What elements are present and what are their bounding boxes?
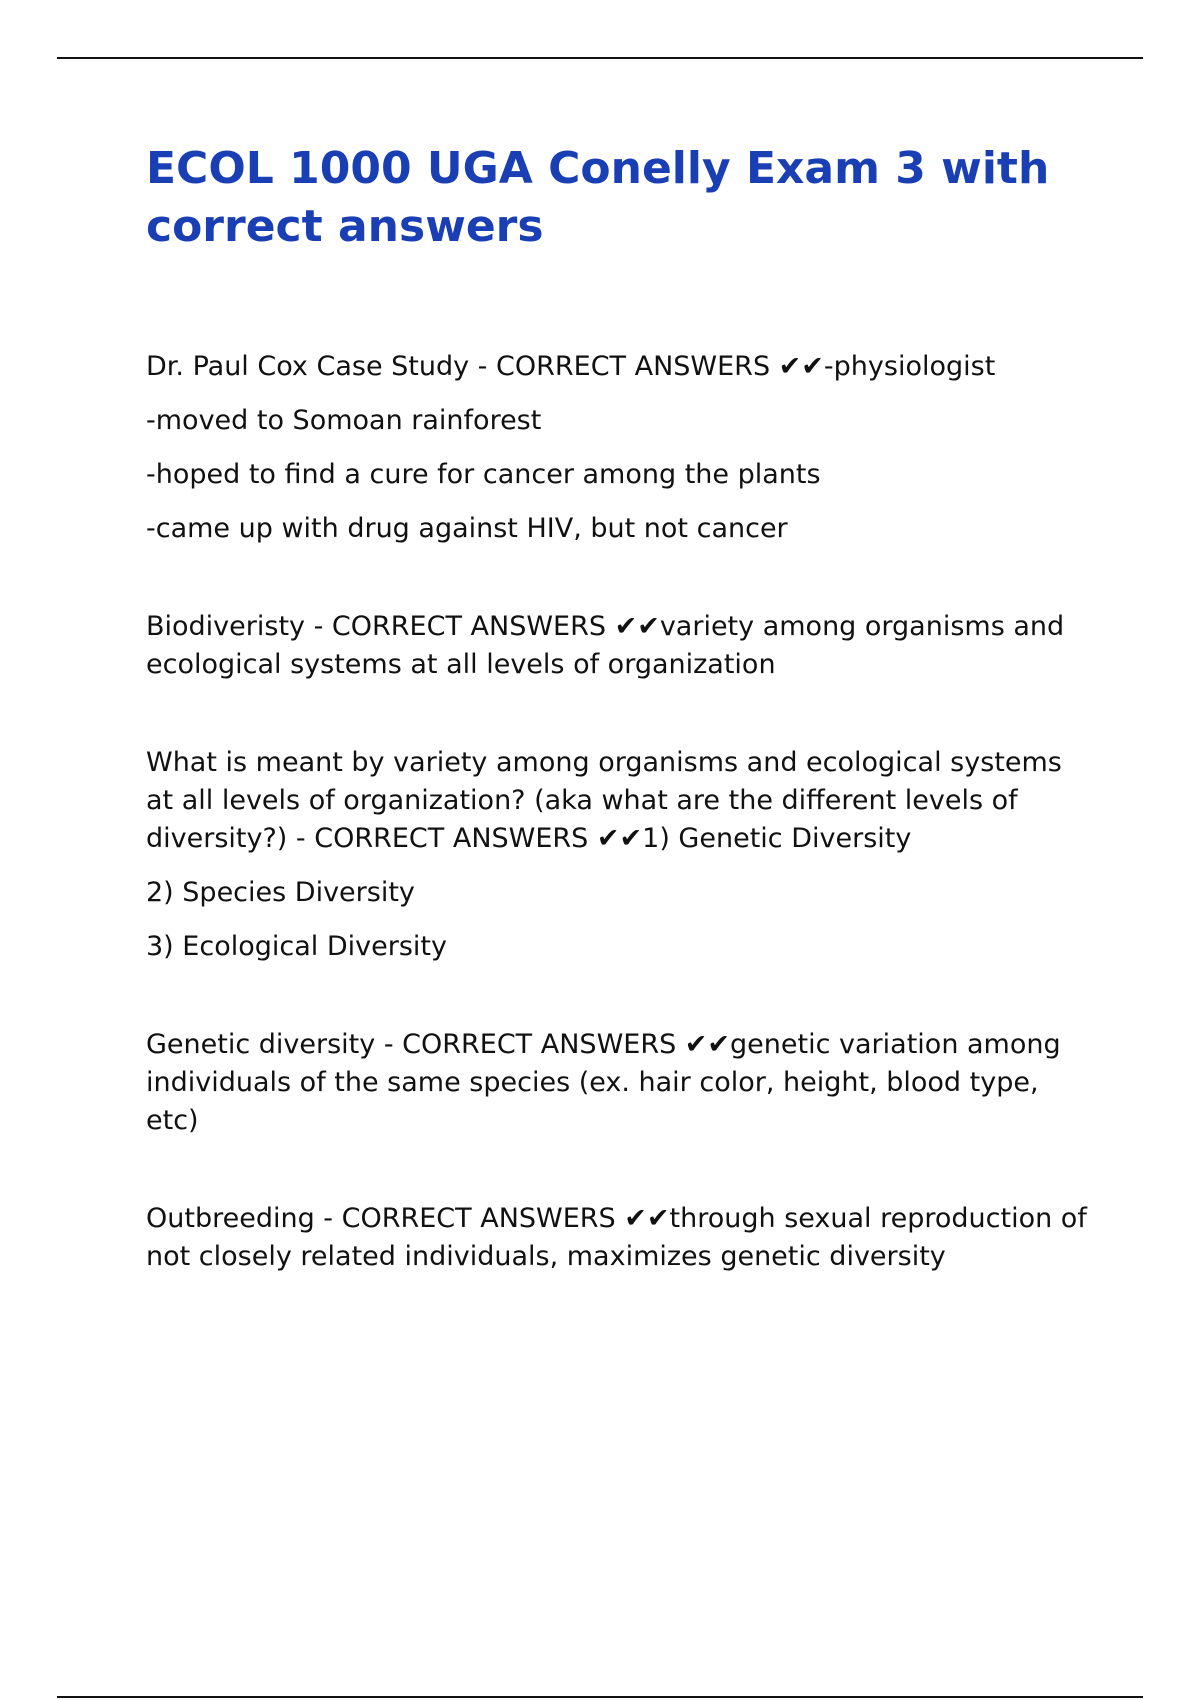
entry-line: 3) Ecological Diversity (146, 931, 447, 962)
qa-entry-genetic-diversity (146, 1026, 1096, 1140)
entry-line: -moved to Somoan rainforest (146, 405, 542, 436)
entry-line: Genetic diversity - CORRECT ANSWERS ✔✔genetic variation among individuals of the same species (ex. hair color, height, blood type, etc) (146, 1029, 1061, 1136)
qa-list (146, 348, 1096, 1276)
entry-line: -came up with drug against HIV, but not cancer (146, 513, 788, 544)
entry-line: Biodiveristy - CORRECT ANSWERS ✔✔variety among organisms and ecological systems at all levels of organization (146, 611, 1065, 680)
qa-entry-outbreeding (146, 1200, 1096, 1276)
entry-line: Outbreeding - CORRECT ANSWERS ✔✔through sexual reproduction of not closely related individuals, maximizes genetic diversity (146, 1203, 1087, 1272)
qa-entry-cox-case-study (146, 348, 1096, 548)
document-title: ECOL 1000 UGA Conelly Exam 3 with correct answers (146, 143, 1050, 252)
top-rule (57, 57, 1143, 59)
entry-line: What is meant by variety among organisms and ecological systems at all levels of organization? (aka what are the different levels of diversity?) - CORRECT ANSWERS ✔✔1) Genetic Diversity (146, 747, 1062, 854)
bottom-rule (57, 1696, 1143, 1698)
qa-entry-levels-of-diversity (146, 744, 1096, 966)
entry-line: -hoped to find a cure for cancer among the plants (146, 459, 821, 490)
entry-line: Dr. Paul Cox Case Study - CORRECT ANSWERS ✔✔-physiologist (146, 351, 996, 382)
page-content (146, 140, 1096, 1336)
entry-line: 2) Species Diversity (146, 877, 415, 908)
qa-entry-biodiversity (146, 608, 1096, 684)
